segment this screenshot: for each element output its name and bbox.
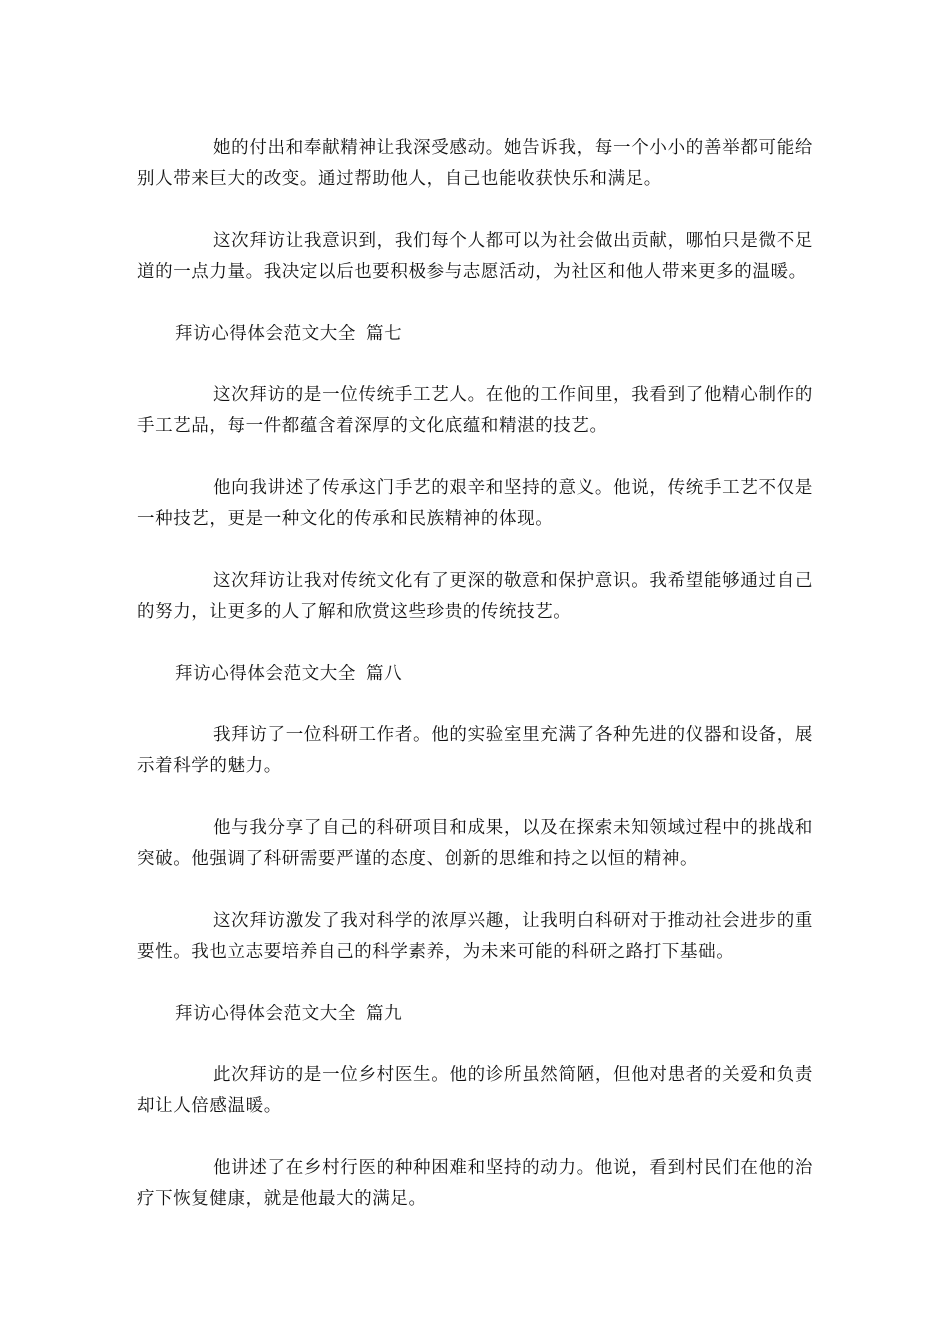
paragraph: 这次拜访让我对传统文化有了更深的敬意和保护意识。我希望能够通过自己的努力，让更多的人了解和欣赏这些珍贵的传统技艺。 [137,571,813,622]
section-heading [137,999,813,1030]
paragraph: 这次拜访的是一位传统手工艺人。在他的工作间里，我看到了他精心制作的手工艺品，每一件都蕴含着深厚的文化底蕴和精湛的技艺。 [137,385,813,436]
section-heading [137,659,813,690]
paragraph: 这次拜访激发了我对科学的浓厚兴趣，让我明白科研对于推动社会进步的重要性。我也立志要培养自己的科学素养，为未来可能的科研之路打下基础。 [137,911,813,962]
paragraph: 她的付出和奉献精神让我深受感动。她告诉我，每一个小小的善举都可能给别人带来巨大的改变。通过帮助他人，自己也能收获快乐和满足。 [137,138,813,189]
paragraph: 他讲述了在乡村行医的种种困难和坚持的动力。他说，看到村民们在他的治疗下恢复健康，就是他最大的满足。 [137,1158,813,1209]
paragraph: 我拜访了一位科研工作者。他的实验室里充满了各种先进的仪器和设备，展示着科学的魅力。 [137,725,813,776]
paragraph: 此次拜访的是一位乡村医生。他的诊所虽然简陋，但他对患者的关爱和负责却让人倍感温暖。 [137,1065,813,1116]
paragraph: 他向我讲述了传承这门手艺的艰辛和坚持的意义。他说，传统手工艺不仅是一种技艺，更是一种文化的传承和民族精神的体现。 [137,478,813,529]
paragraph: 这次拜访让我意识到，我们每个人都可以为社会做出贡献，哪怕只是微不足道的一点力量。我决定以后也要积极参与志愿活动，为社区和他人带来更多的温暖。 [137,231,813,282]
paragraph: 他与我分享了自己的科研项目和成果，以及在探索未知领域过程中的挑战和突破。他强调了科研需要严谨的态度、创新的思维和持之以恒的精神。 [137,818,813,869]
document-body [137,133,813,1246]
section-heading-title: 拜访心得体会范文大全 [175,1004,356,1024]
section-heading-number: 篇八 [366,664,403,684]
section-heading-title: 拜访心得体会范文大全 [175,664,356,684]
section-heading-title: 拜访心得体会范文大全 [175,324,356,344]
section-heading-number: 篇九 [366,1004,403,1024]
section-heading-number: 篇七 [366,324,403,344]
section-heading [137,319,813,350]
